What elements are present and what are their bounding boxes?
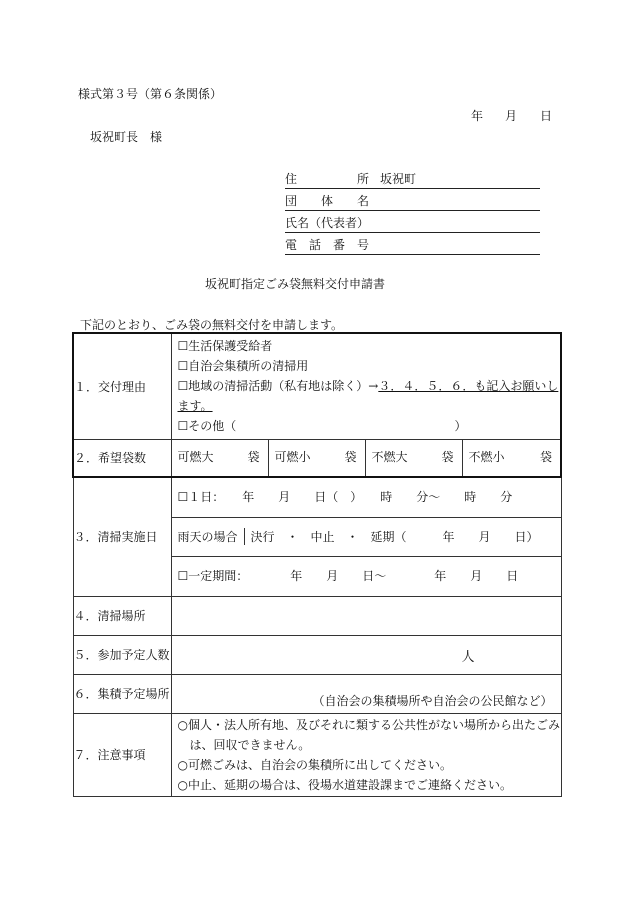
collect-input[interactable]: [171, 674, 561, 713]
reason-option-welfare[interactable]: ☐生活保護受給者: [177, 339, 273, 354]
date-rain: [171, 517, 561, 556]
organization-label: 団 体 名: [285, 194, 370, 208]
community-cleanup-note-tail: ます。: [177, 399, 213, 414]
bag-unit: 袋: [441, 449, 454, 464]
form-number: 様式第３号（第６条関係）: [78, 87, 223, 101]
people-row: [73, 635, 561, 674]
phone-field[interactable]: [285, 234, 540, 255]
reason-option-collection-point[interactable]: ☐自治会集積所の清掃用: [177, 359, 309, 374]
bag-burnable-large-label: 可燃大: [177, 449, 214, 464]
date-period-text: ☐一定期間： 年 月 日～ 年 月 日: [177, 569, 519, 583]
bag-burnable-small-label: 可燃小: [274, 449, 311, 464]
address-field[interactable]: [285, 168, 540, 189]
note-line-1: ○個人・法人所有地、及びそれに類する公共性がない場所から出たごみ: [177, 717, 560, 732]
date-month-label: 月: [505, 109, 518, 123]
notes-label: ７．注意事項: [73, 713, 171, 796]
addressee: 坂祝町長 様: [90, 130, 163, 144]
reason-row: [73, 333, 561, 439]
bag-unit: 袋: [247, 449, 260, 464]
people-label: ５．参加予定人数: [73, 635, 171, 674]
note-line-4: ○中止、延期の場合は、役場水道建設課までご連絡ください。: [177, 777, 512, 792]
address-value: 坂祝町: [380, 172, 417, 186]
reason-option-community-cleanup[interactable]: [172, 376, 561, 396]
bag-nonburnable-large-label: 不燃大: [371, 449, 408, 464]
phone-label: 電 話 番 号: [285, 238, 370, 252]
other-close-paren: ）: [454, 419, 467, 434]
bag-nonburnable-small-label: 不燃小: [468, 449, 505, 464]
date-label: ３．清掃実施日: [73, 477, 171, 596]
organization-field[interactable]: [285, 190, 540, 211]
address-label: 住 所: [285, 172, 370, 186]
note-line-2: は、回収できません。: [177, 737, 311, 752]
date-one-day-text: ☐１日： 年 月 日（ ） 時 分～ 時 分: [177, 490, 513, 505]
note-line-3: ○可燃ごみは、自治会の集積所に出してください。: [177, 757, 452, 772]
collect-row: [73, 674, 561, 713]
community-cleanup-note: ３．４．５．６．も記入お願いし: [378, 379, 559, 394]
document-title: 坂祝町指定ごみ袋無料交付申請書: [205, 277, 386, 291]
bag-nonburnable-large[interactable]: [365, 439, 462, 477]
place-row: [73, 596, 561, 635]
application-table: [72, 332, 562, 797]
people-unit: 人: [461, 649, 475, 665]
collect-note: （自治会の集積場所や自治会の公民館など）: [312, 693, 553, 708]
date-day-label: 日: [540, 109, 553, 123]
bag-unit: 袋: [344, 449, 357, 464]
reason-label: １．交付理由: [73, 333, 171, 439]
date-year-label: 年: [471, 109, 484, 123]
representative-name-field[interactable]: [285, 212, 540, 233]
place-label: ４．清掃場所: [73, 596, 171, 635]
date-row-one-day: [73, 477, 561, 517]
reason-option-other[interactable]: [172, 416, 561, 436]
rain-options[interactable]: 決行 ・ 中止 ・ 延期（ 年 月 日）: [250, 530, 539, 544]
notes-content: [171, 713, 561, 796]
place-input[interactable]: [171, 596, 561, 635]
other-text: ☐その他（: [177, 419, 237, 434]
reason-options: [171, 333, 561, 439]
bags-row: [73, 439, 561, 477]
representative-name-label: 氏名（代表者）: [285, 216, 370, 230]
bag-burnable-small[interactable]: [268, 439, 365, 477]
bag-unit: 袋: [540, 449, 553, 464]
date-period[interactable]: [171, 556, 561, 596]
notes-row: [73, 713, 561, 796]
collect-label: ６．集積予定場所: [73, 674, 171, 713]
community-cleanup-text: ☐地域の清掃活動（私有地は除く）→: [177, 379, 379, 394]
bags-label: ２．希望袋数: [73, 439, 171, 477]
people-input[interactable]: [171, 635, 561, 674]
intro-text: 下記のとおり、ごみ袋の無料交付を申請します。: [80, 318, 344, 332]
rain-label: 雨天の場合: [172, 528, 245, 545]
bag-burnable-large[interactable]: [171, 439, 268, 477]
date-one-day[interactable]: [171, 477, 561, 517]
bag-nonburnable-small[interactable]: [462, 439, 561, 477]
